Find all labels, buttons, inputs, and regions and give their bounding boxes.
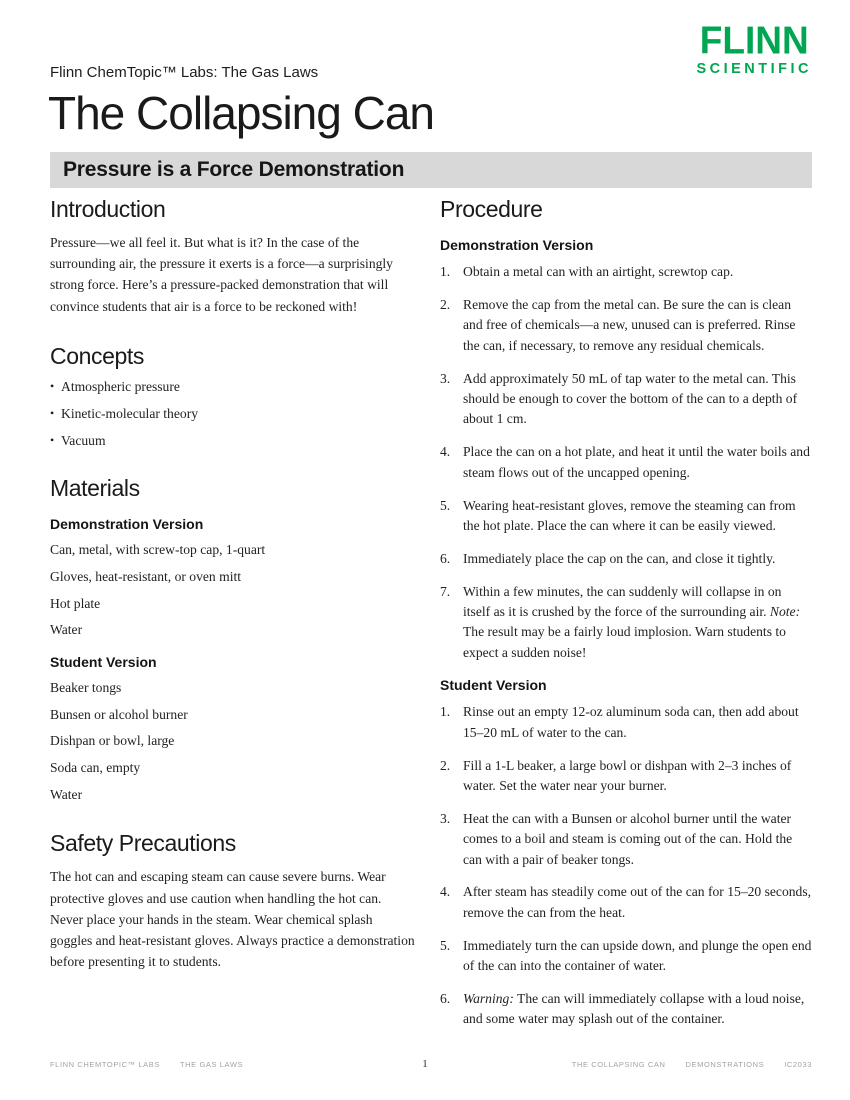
concept-item: • Kinetic-molecular theory (50, 406, 416, 422)
procedure-demo-subheading: Demonstration Version (440, 237, 594, 253)
materials-demo-subheading: Demonstration Version (50, 515, 204, 532)
footer-doc-title: THE COLLAPSING CAN (571, 1060, 666, 1069)
introduction-body: Pressure—we all feel it. But what is it? In the case of the surrounding air, the pressure it exerts is a force—a surprisingly strong force. Here’s a pressure-packed demonstration that will convince students that air is a force to be reckoned with! (50, 235, 393, 314)
procedure-step (440, 262, 812, 282)
section-safety (50, 830, 416, 972)
procedure-step (440, 496, 812, 537)
step-number: 1. (440, 264, 451, 279)
step-text: After steam has steadily come out of the can for 15–20 seconds, remove the can from the heat. (463, 884, 812, 920)
section-materials (50, 475, 416, 805)
step-number: 3. (440, 810, 451, 826)
flinn-scientific-logo (696, 18, 812, 77)
procedure-step (440, 295, 812, 356)
section-concepts (50, 343, 416, 449)
material-item: Dishpan or bowl, large (50, 733, 175, 749)
step-text: Immediately place the cap on the can, and close it tightly. (463, 550, 776, 566)
procedure-step (440, 882, 812, 923)
step-text: Immediately turn the can upside down, and plunge the open end of the can into the container of water. (463, 937, 812, 974)
procedure-step (440, 582, 812, 664)
safety-heading: Safety Precautions (50, 830, 236, 857)
two-column-layout (50, 196, 812, 1056)
step-text: Fill a 1-L beaker, a large bowl or dishpan with 2–3 inches of water. Set the water near your burner. (463, 757, 792, 793)
procedure-step (440, 809, 812, 870)
concept-item: • Atmospheric pressure (50, 379, 416, 395)
procedure-step (440, 442, 812, 483)
document-page (50, 0, 812, 1100)
materials-demo-list (50, 541, 416, 640)
procedure-student-steps (440, 702, 812, 1030)
step-text: Wearing heat-resistant gloves, remove the steaming can from the hot plate. Place the can where it can be easily viewed. (463, 497, 796, 533)
materials-heading: Materials (50, 474, 140, 501)
step-text: Heat the can with a Bunsen or alcohol burner until the water comes to a boil and steam is coming out of the can. Hold the can with a pair of beaker tongs. (463, 810, 793, 867)
step-text: Place the can on a hot plate, and heat it until the water boils and steam flows out of the uncapped opening. (463, 444, 810, 480)
material-item: Beaker tongs (50, 679, 122, 695)
procedure-step (440, 702, 812, 743)
introduction-heading: Introduction (50, 196, 166, 222)
procedure-heading: Procedure (440, 196, 543, 222)
page-number: 1 (422, 1058, 428, 1070)
left-column (50, 196, 416, 1056)
step-number: 4. (440, 884, 451, 900)
material-item: Gloves, heat-resistant, or oven mitt (50, 568, 242, 584)
safety-body: The hot can and escaping steam can cause severe burns. Wear protective gloves and use caution when handling the hot can. Never place your hands in the steam. Wear chemical splash goggles and heat-resistant gloves. Always practice a demonstration before presenting it to students. (50, 869, 415, 970)
series-kicker: Flinn ChemTopic™ Labs: The Gas Laws (50, 64, 319, 81)
step-text: Obtain a metal can with an airtight, screwtop cap. (463, 264, 734, 279)
procedure-step (440, 989, 812, 1030)
material-item: Hot plate (50, 595, 101, 611)
material-item: Bunsen or alcohol burner (50, 706, 188, 722)
subtitle-banner-text: Pressure is a Force Demonstration (63, 158, 405, 181)
procedure-demo-steps (440, 262, 812, 663)
page-title: The Collapsing Can (48, 87, 435, 139)
material-item: Water (50, 622, 83, 638)
step-number: 2. (440, 296, 451, 312)
procedure-step (440, 549, 812, 569)
step-number: 3. (440, 370, 451, 386)
step-number: 7. (440, 583, 451, 599)
concepts-list (50, 379, 416, 449)
step-text: Warning: The can will immediately collapse with a loud noise, and some water may splash out of the container. (463, 991, 805, 1027)
procedure-step (440, 756, 812, 797)
right-column (440, 196, 812, 1056)
section-introduction (50, 196, 416, 317)
step-number: 1. (440, 704, 451, 720)
materials-student-subheading: Student Version (50, 653, 157, 670)
material-item: Water (50, 787, 83, 803)
materials-student-list (50, 679, 416, 805)
logo-word-flinn: FLINN (699, 18, 809, 63)
footer-doc-code: IC2033 (784, 1060, 812, 1069)
section-procedure (440, 196, 812, 1030)
concepts-heading: Concepts (50, 342, 144, 369)
step-text: Add approximately 50 mL of tap water to the metal can. This should be enough to cover the bottom of the can to a depth of about 1 cm. (463, 370, 798, 427)
procedure-step (440, 369, 812, 430)
concept-item: • Vacuum (50, 433, 416, 449)
step-number: 6. (440, 550, 451, 566)
step-number: 2. (440, 757, 451, 773)
step-number: 6. (440, 991, 451, 1007)
procedure-step (440, 936, 812, 977)
material-item: Can, metal, with screw-top cap, 1-quart (50, 541, 266, 557)
step-text: Rinse out an empty 12-oz aluminum soda can, then add about 15–20 mL of water to the can. (463, 704, 799, 740)
footer-series: FLINN CHEMTOPIC™ LABS (50, 1060, 160, 1069)
procedure-student-subheading: Student Version (440, 677, 547, 694)
logo-word-scientific: SCIENTIFIC (696, 61, 812, 77)
step-number: 5. (440, 497, 451, 513)
step-text: Within a few minutes, the can suddenly will collapse in on itself as it is crushed by the force of the surrounding air. Note: The result may be a fairly loud implosion. Warn students to expect a sudden noise! (463, 583, 801, 660)
step-text: Remove the cap from the metal can. Be sure the can is clean and free of chemicals—a new, unused can is preferred. Rinse the can, if necessary, to remove any residual chemicals. (463, 296, 796, 353)
step-number: 4. (440, 444, 451, 460)
footer-doc-section: DEMONSTRATIONS (685, 1060, 765, 1069)
material-item: Soda can, empty (50, 760, 141, 776)
footer-volume: THE GAS LAWS (179, 1060, 244, 1069)
subtitle-banner (50, 152, 812, 188)
step-number: 5. (440, 937, 451, 953)
